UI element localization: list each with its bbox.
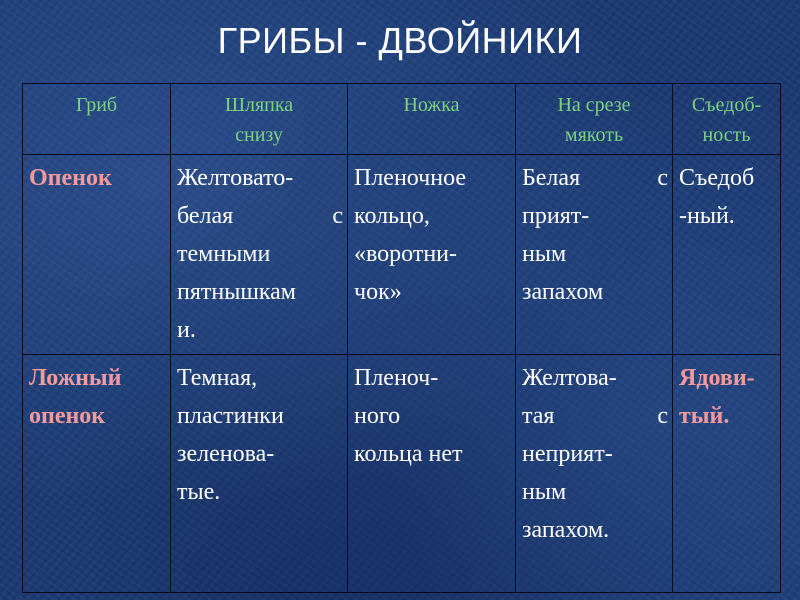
header-flesh: На срезе мякоть [516,84,673,155]
mushroom-name: Ложный опенок [23,355,171,593]
header-stem: Ножка [348,84,516,155]
line-text: Белая [522,165,581,191]
header-edibility: Съедоб- ность [673,84,781,155]
cap-cell: Желтовато- белая с темными пятнышкам и. [171,155,348,355]
mushroom-name: Опенок [23,155,171,355]
line-text-end: с [657,165,668,191]
flesh-cell: Белая с прият- ным запахом [516,155,673,355]
stem-cell: Пленоч- ного кольца нет [348,355,516,593]
table-row [23,155,781,355]
line-text: тая [522,403,555,429]
line-text-end: с [332,203,343,229]
header-mushroom: Гриб [23,84,171,155]
page-title: ГРИБЫ - ДВОЙНИКИ [217,20,583,61]
edibility-cell: Съедоб -ный. [673,155,781,355]
table-header-row [23,84,781,155]
table-row [23,355,781,593]
flesh-cell: Желтова- тая с неприят- ным запахом. [516,355,673,593]
cap-cell: Темная, пластинки зеленова- тые. [171,355,348,593]
edibility-cell: Ядови- тый. [673,355,781,593]
justified-line: белая [177,203,234,229]
line-text-end: с [657,403,668,429]
header-cap: Шляпка снизу [171,84,348,155]
stem-cell: Пленочное кольцо, «воротни- чок» [348,155,516,355]
mushroom-table [22,83,781,593]
